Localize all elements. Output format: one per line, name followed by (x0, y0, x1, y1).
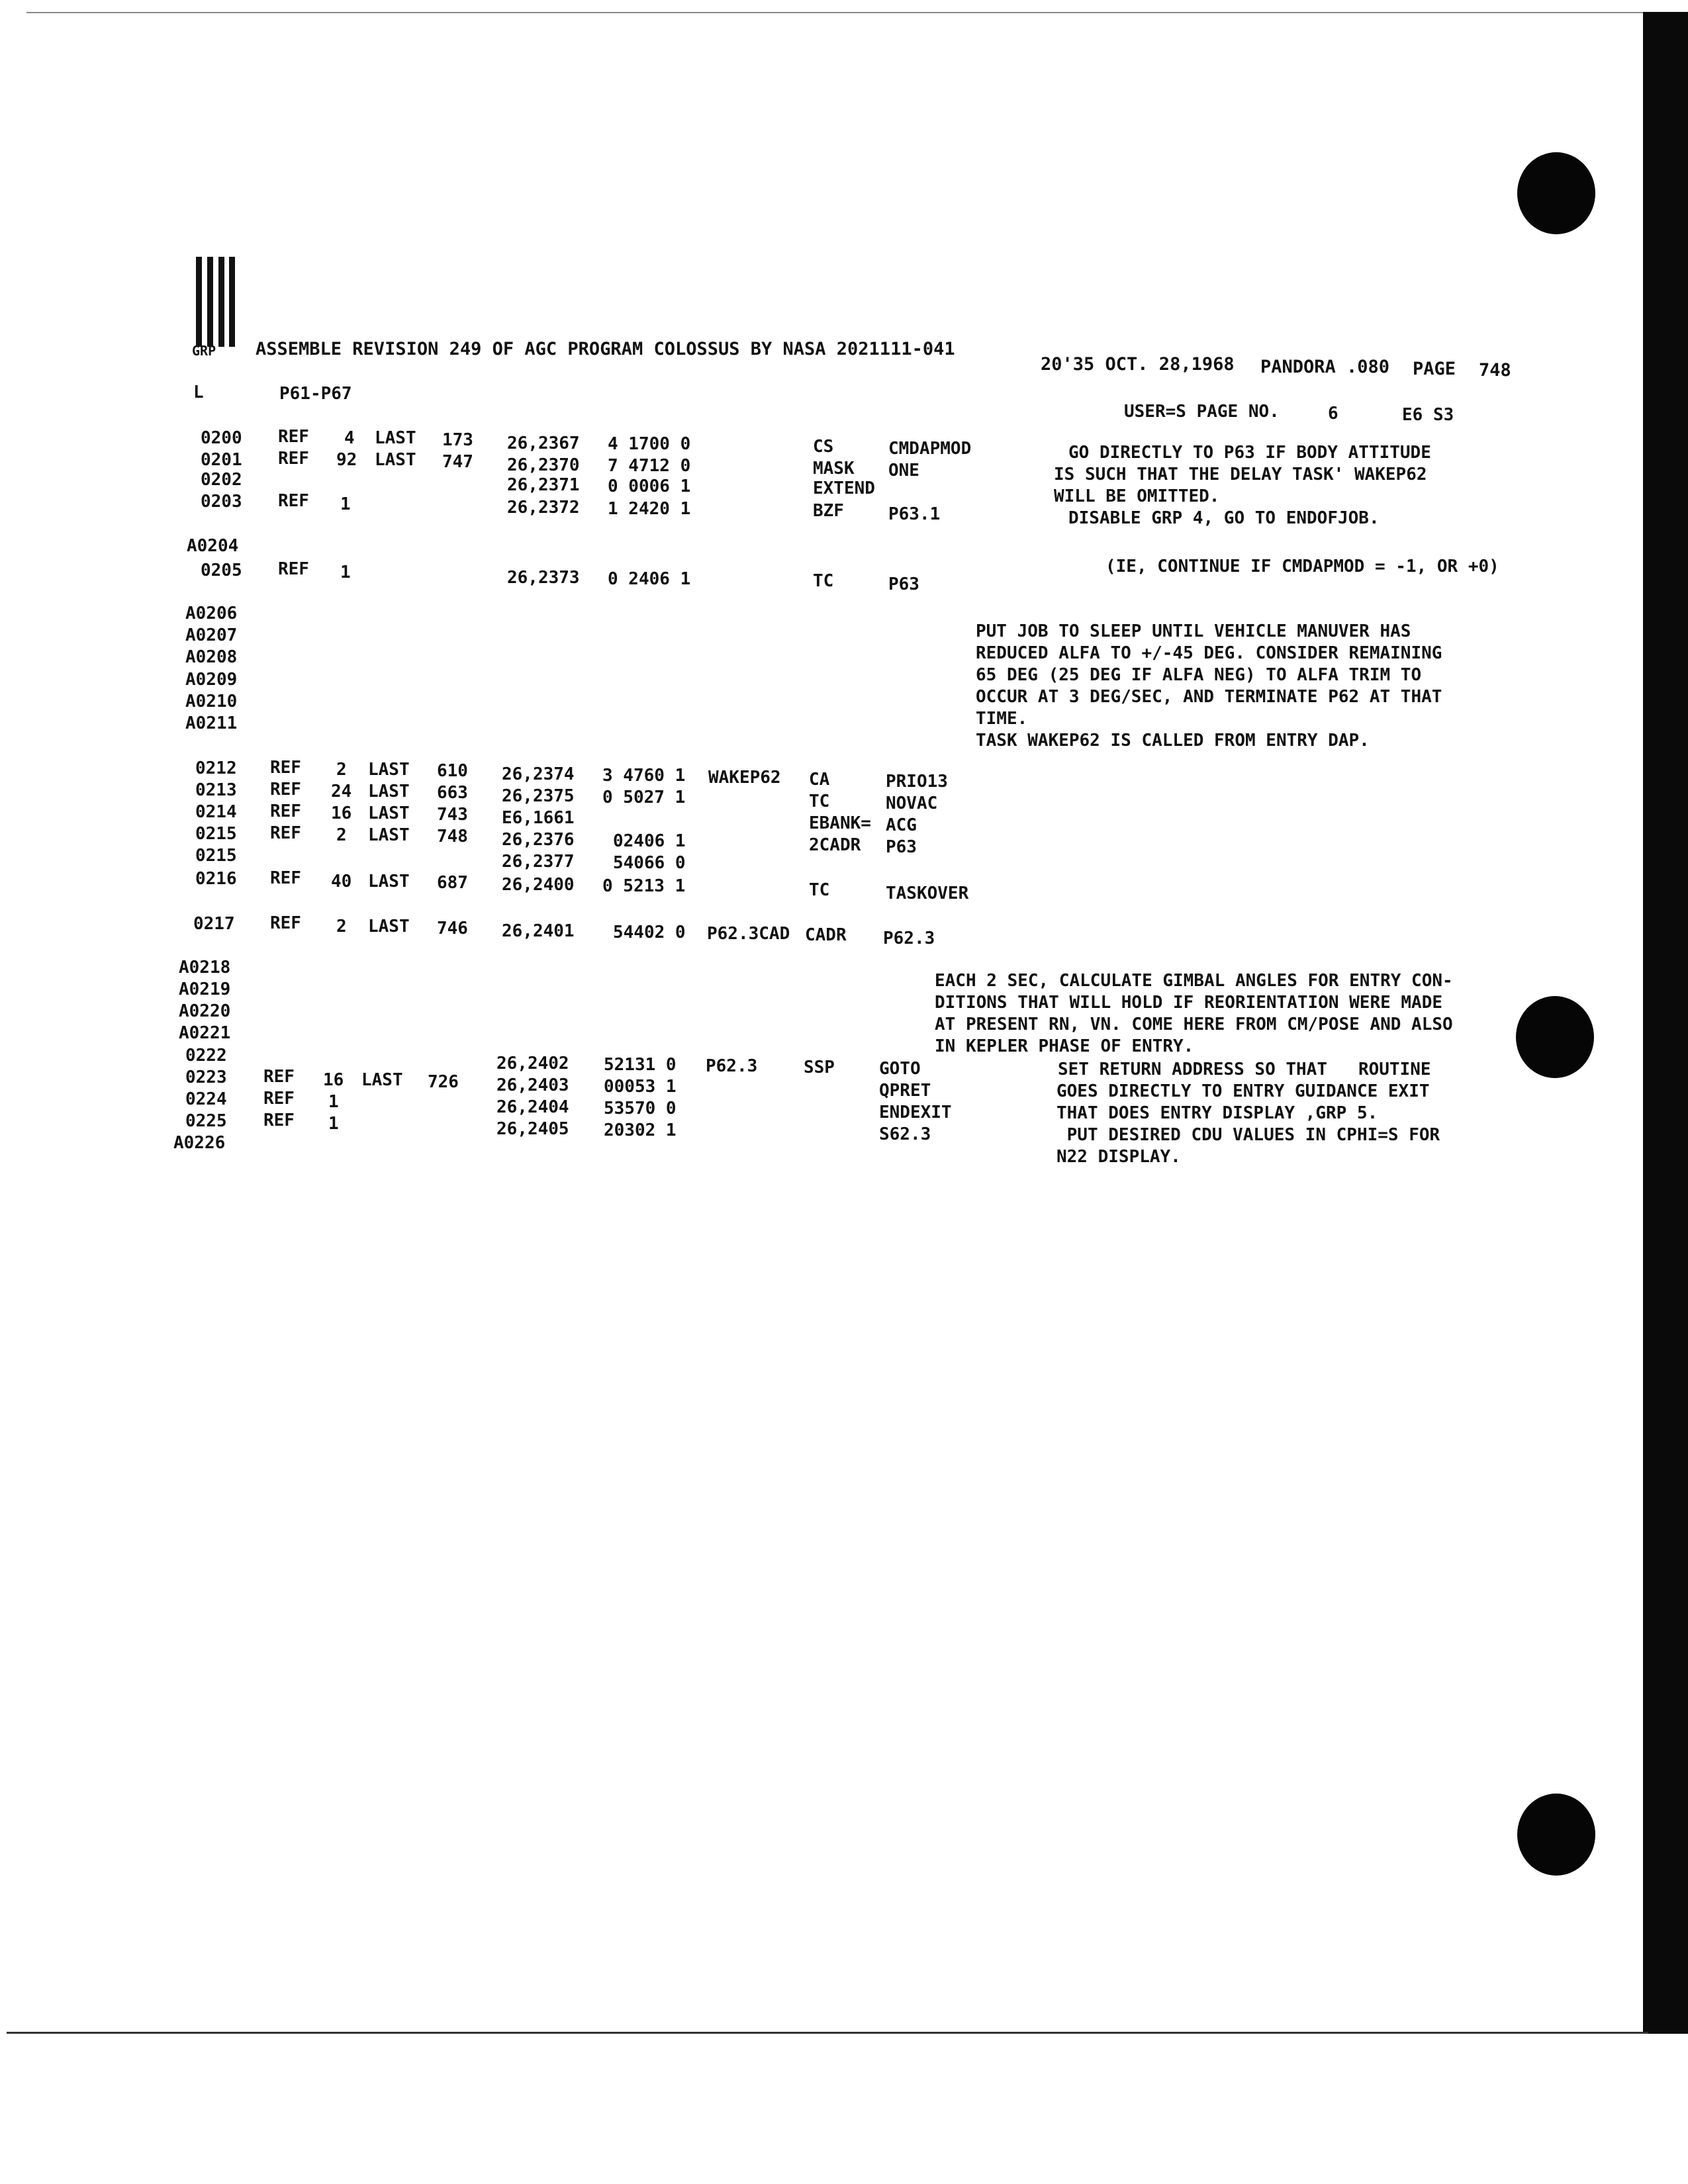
ref-count: 16 (323, 1070, 344, 1090)
column-l-marker: L (193, 383, 204, 402)
address: 26,2405 (496, 1119, 569, 1139)
operand: P63 (886, 837, 917, 857)
comment-line: GO DIRECTLY TO P63 IF BODY ATTITUDE (1068, 443, 1431, 463)
opcode: 2CADR (809, 835, 861, 855)
opcode: CADR (805, 925, 847, 945)
last-keyword: LAST (361, 1070, 403, 1090)
punch-hole-top (1517, 152, 1595, 234)
octal-code: 54066 0 (613, 853, 686, 873)
ref-count: 24 (331, 782, 352, 801)
address: 26,2403 (496, 1075, 569, 1095)
last-keyword: LAST (375, 428, 416, 448)
ref-keyword: REF (270, 913, 301, 933)
ref-count: 2 (336, 825, 347, 845)
operand: P63 (888, 574, 919, 594)
opcode: CA (809, 770, 830, 790)
line-number: 0214 (195, 802, 237, 822)
last-keyword: LAST (368, 825, 410, 845)
last-keyword: LAST (375, 450, 416, 470)
ref-keyword: REF (278, 427, 309, 447)
operand: ACG (886, 815, 917, 835)
page-label: PAGE (1413, 359, 1456, 379)
label: WAKEP62 (708, 768, 781, 788)
section-range: P61-P67 (279, 384, 352, 404)
last-number: 743 (437, 805, 468, 825)
line-number: A0221 (179, 1023, 231, 1043)
comment-line: AT PRESENT RN, VN. COME HERE FROM CM/POSE AND ALSO (935, 1015, 1453, 1034)
address: 26,2402 (496, 1054, 569, 1073)
opcode: TC (809, 880, 830, 900)
octal-code: 1 2420 1 (608, 499, 691, 519)
ref-keyword: REF (263, 1111, 295, 1130)
opcode: EBANK= (809, 813, 871, 833)
ebank-codes: E6 S3 (1402, 405, 1454, 425)
address: 26,2400 (502, 875, 575, 895)
page-bottom-edge (7, 2032, 1648, 2034)
operand: ONE (888, 461, 919, 480)
operand: P63.1 (888, 504, 941, 524)
listing-title: ASSEMBLE REVISION 249 OF AGC PROGRAM COLOSSUS BY NASA 2021111-041 (256, 339, 955, 359)
line-number: 0202 (201, 470, 242, 490)
line-number: A0210 (185, 692, 238, 711)
comment-line: IS SUCH THAT THE DELAY TASK' WAKEP62 (1054, 465, 1427, 484)
last-number: 687 (437, 873, 468, 893)
octal-code: 54402 0 (613, 923, 686, 942)
comment-line: THAT DOES ENTRY DISPLAY ,GRP 5. (1056, 1103, 1378, 1123)
last-number: 746 (437, 919, 468, 938)
comment-line: WILL BE OMITTED. (1054, 486, 1220, 506)
opcode: TC (809, 792, 830, 811)
label: P62.3 (706, 1056, 758, 1076)
ref-count: 1 (340, 494, 351, 514)
page-right-edge (1643, 12, 1688, 2034)
last-number: 748 (437, 827, 468, 846)
grp-label: GRP (192, 343, 216, 359)
line-number: 0201 (201, 450, 242, 470)
line-number: 0215 (195, 846, 237, 866)
ref-count: 16 (331, 803, 352, 823)
octal-code: 0 5213 1 (602, 876, 686, 896)
last-keyword: LAST (368, 917, 410, 936)
octal-code: 02406 1 (613, 831, 686, 851)
address: 26,2376 (502, 830, 575, 850)
line-number: 0216 (195, 869, 237, 889)
line-number: A0218 (179, 958, 231, 978)
last-number: 663 (437, 783, 468, 803)
comment-line: DISABLE GRP 4, GO TO ENDOFJOB. (1068, 508, 1380, 528)
comment-line: N22 DISPLAY. (1056, 1147, 1181, 1167)
ref-count: 2 (336, 917, 347, 936)
line-number: 0217 (193, 914, 235, 934)
octal-code: 20302 1 (604, 1120, 677, 1140)
line-number: A0209 (185, 670, 238, 690)
ref-keyword: REF (270, 801, 301, 821)
line-number: 0203 (201, 492, 242, 512)
operand: ENDEXIT (879, 1103, 952, 1122)
comment-line: REDUCED ALFA TO +/-45 DEG. CONSIDER REMAINING (976, 643, 1442, 663)
ref-keyword: REF (263, 1089, 295, 1109)
user-page-number: 6 (1328, 404, 1338, 424)
line-number: 0205 (201, 561, 242, 580)
ref-keyword: REF (270, 758, 301, 778)
address: 26,2371 (507, 475, 580, 495)
ref-count: 92 (336, 450, 357, 470)
printer-bar-mark (196, 257, 236, 347)
line-number: A0219 (179, 979, 231, 999)
line-number: A0207 (185, 625, 238, 645)
address: 26,2374 (502, 764, 575, 784)
ref-count: 1 (328, 1092, 339, 1112)
line-number: 0222 (185, 1046, 227, 1066)
opcode: BZF (813, 501, 844, 521)
address: 26,2367 (507, 433, 580, 453)
comment-line: IN KEPLER PHASE OF ENTRY. (935, 1036, 1194, 1056)
line-number: A0211 (185, 713, 238, 733)
comment-line: SET RETURN ADDRESS SO THAT ROUTINE (1058, 1060, 1431, 1079)
ref-keyword: REF (270, 780, 301, 799)
comment-line: (IE, CONTINUE IF CMDAPMOD = -1, OR +0) (1105, 557, 1499, 576)
opcode: TC (813, 571, 834, 591)
comment-line: OCCUR AT 3 DEG/SEC, AND TERMINATE P62 AT THAT (976, 687, 1442, 707)
last-number: 726 (428, 1072, 459, 1092)
page-number: 748 (1479, 360, 1511, 381)
comment-line: TIME. (976, 709, 1028, 729)
octal-code: 0 0006 1 (608, 477, 691, 496)
address: E6,1661 (502, 808, 575, 828)
operand: S62.3 (879, 1124, 931, 1144)
comment-line: EACH 2 SEC, CALCULATE GIMBAL ANGLES FOR ENTRY CON- (935, 971, 1453, 991)
ref-keyword: REF (278, 559, 309, 579)
line-number: 0223 (185, 1068, 227, 1087)
line-number: A0208 (185, 647, 238, 667)
operand: GOTO (879, 1059, 921, 1079)
line-number: A0206 (185, 604, 238, 623)
comment-line: PUT DESIRED CDU VALUES IN CPHI=S FOR (1056, 1125, 1440, 1145)
user-page-label: USER=S PAGE NO. (1124, 402, 1280, 422)
operand: PRIO13 (886, 772, 948, 792)
comment-line: 65 DEG (25 DEG IF ALFA NEG) TO ALFA TRIM TO (976, 665, 1422, 685)
ref-count: 1 (328, 1114, 339, 1134)
ref-keyword: REF (270, 868, 301, 888)
last-keyword: LAST (368, 803, 410, 823)
opcode: CS (813, 437, 834, 457)
comment-line: TASK WAKEP62 IS CALLED FROM ENTRY DAP. (976, 731, 1370, 751)
last-keyword: LAST (368, 782, 410, 801)
line-number: 0225 (185, 1111, 227, 1131)
octal-code: 0 2406 1 (608, 569, 691, 589)
operand: NOVAC (886, 794, 938, 813)
ref-count: 40 (331, 872, 352, 891)
octal-code: 7 4712 0 (608, 456, 691, 476)
opcode: EXTEND (813, 478, 875, 498)
comment-line: PUT JOB TO SLEEP UNTIL VEHICLE MANUVER HAS (976, 621, 1411, 641)
punch-hole-bottom (1517, 1794, 1595, 1876)
operand: QPRET (879, 1081, 931, 1101)
last-number: 610 (437, 761, 468, 781)
label: P62.3CAD (707, 924, 790, 944)
ref-count: 4 (344, 428, 355, 448)
address: 26,2404 (496, 1097, 569, 1117)
comment-line: DITIONS THAT WILL HOLD IF REORIENTATION WERE MADE (935, 993, 1443, 1013)
ref-count: 1 (340, 563, 351, 582)
operand: TASKOVER (886, 884, 969, 903)
line-number: 0200 (201, 428, 242, 448)
last-keyword: LAST (368, 760, 410, 780)
address: 26,2375 (502, 786, 575, 806)
opcode: SSP (804, 1058, 835, 1077)
last-keyword: LAST (368, 872, 410, 891)
address: 26,2401 (502, 921, 575, 941)
opcode: MASK (813, 459, 855, 478)
punch-hole-middle (1516, 996, 1594, 1078)
address: 26,2373 (507, 568, 580, 588)
ref-keyword: REF (263, 1067, 295, 1087)
octal-code: 4 1700 0 (608, 434, 691, 454)
address: 26,2372 (507, 498, 580, 518)
line-number: 0215 (195, 824, 237, 844)
operand: P62.3 (883, 929, 935, 948)
address: 26,2377 (502, 852, 575, 872)
line-number: A0220 (179, 1001, 231, 1021)
ref-count: 2 (336, 760, 347, 780)
line-number: 0213 (195, 780, 237, 800)
address: 26,2370 (507, 455, 580, 475)
page-top-edge (26, 12, 1648, 13)
octal-code: 3 4760 1 (602, 766, 686, 786)
ref-keyword: REF (278, 491, 309, 511)
line-number: A0204 (187, 536, 239, 556)
octal-code: 0 5027 1 (602, 788, 686, 807)
octal-code: 53570 0 (604, 1099, 677, 1118)
comment-line: GOES DIRECTLY TO ENTRY GUIDANCE EXIT (1056, 1081, 1430, 1101)
line-number: 0224 (185, 1089, 227, 1109)
last-number: 747 (442, 452, 473, 472)
ref-keyword: REF (270, 823, 301, 843)
listing-system: PANDORA .080 (1260, 357, 1390, 377)
line-number: A0226 (173, 1133, 226, 1153)
last-number: 173 (442, 430, 473, 450)
listing-datetime: 20'35 OCT. 28,1968 (1041, 354, 1235, 375)
ref-keyword: REF (278, 449, 309, 469)
line-number: 0212 (195, 758, 237, 778)
operand: CMDAPMOD (888, 439, 972, 459)
octal-code: 00053 1 (604, 1077, 677, 1097)
octal-code: 52131 0 (604, 1055, 677, 1075)
